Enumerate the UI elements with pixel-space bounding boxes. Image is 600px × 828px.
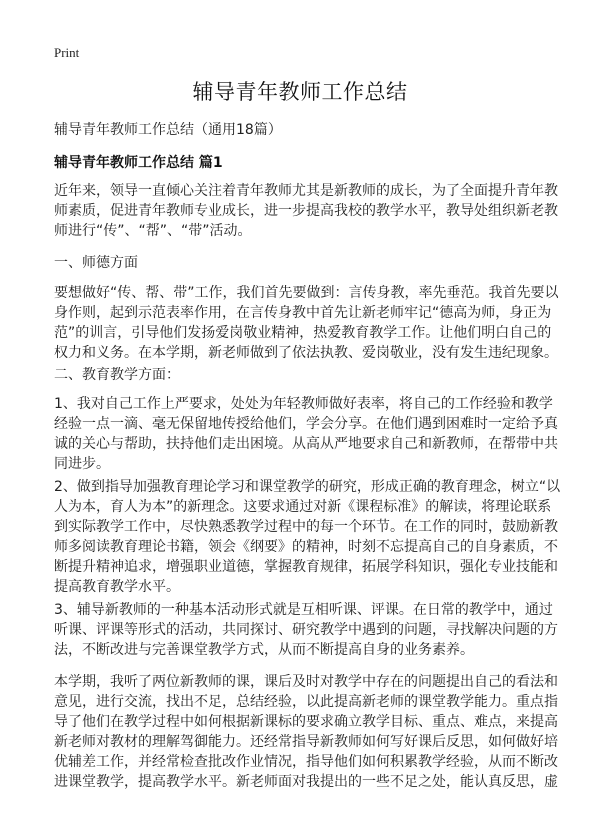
text-line: 师多阅读教育理论书籍，领会《纲要》的精神，时刻不忘提高自己的自身素质，不 — [54, 539, 558, 555]
text-line: 1、我对自己工作上严要求，处处为年轻教师做好表率，将自己的工作经验和教学 — [54, 396, 553, 412]
text-line: 优辅差工作，并经常检查批改作业情况，指导他们如何积累教学经验，从而不断改 — [54, 754, 558, 770]
text-line: 本学期，我听了两位新教师的课，课后及时对教学中存在的问题提出自己的看法和 — [54, 674, 558, 690]
paragraph-item-2 — [54, 477, 561, 597]
text-line: 身作则，起到示范表率作用，在言传身教中首先让新老师牢记“德高为师，身正为 — [54, 305, 552, 321]
section-title: 辅导青年教师工作总结 篇1 — [54, 155, 223, 171]
text-line: 导了他们在教学过程中如何根据新课标的要求确立教学目标、重点、难点，来提高 — [54, 714, 558, 730]
text-line: 提高教育教学水平。 — [54, 579, 180, 595]
heading-ethics — [54, 253, 554, 273]
text-line: 2、做到指导加强教育理论学习和课堂教学的研究，形成正确的教育理念，树立“以 — [54, 479, 561, 495]
text-line: 断提升精神追求，增强职业道德，掌握教育规律，拓展学科知识，强化专业技能和 — [54, 559, 558, 575]
text-line: 要想做好“传、帮、带”工作，我们首先要做到：言传身教，率先垂范。我首先要以 — [54, 285, 559, 301]
paragraph-ethics — [54, 283, 559, 363]
text-line: 师进行“传”、“帮”、“带”活动。 — [54, 223, 252, 239]
document-title: 辅导青年教师工作总结 — [192, 80, 408, 104]
text-line: 二、教育教学方面： — [54, 367, 180, 383]
text-line: 一、师德方面 — [54, 255, 138, 271]
text-line: 进课堂教学，提高教学水平。新老师面对我提出的一些不足之处，能认真反思，虚 — [54, 774, 558, 790]
text-line: 3、辅导新教师的一种基本活动形式就是互相听课、评课。在日常的教学中，通过 — [54, 602, 553, 618]
text-line: 人为本，育人为本”的新理念。这要求通过对新《课程标准》的解读，将理论联系 — [54, 499, 552, 515]
paragraph-intro — [54, 181, 558, 241]
paragraph-item-1 — [54, 394, 558, 474]
text-line: 法，不断改进与完善课堂教学方式，从而不断提高自身的业务素养。 — [54, 642, 474, 658]
print-label[interactable]: Print — [54, 45, 80, 60]
text-line: 新老师对教材的理解驾御能力。还经常指导新教师如何写好课后反思，如何做好培 — [54, 734, 558, 750]
paragraph-item-3 — [54, 600, 558, 660]
text-line: 诚的关心与帮助，扶持他们走出困境。从高从严地要求自己和新教师，在帮带中共 — [54, 436, 558, 452]
text-line: 近年来，领导一直倾心关注着青年教师尤其是新教师的成长，为了全面提升青年教 — [54, 183, 558, 199]
text-line: 师素质，促进青年教师专业成长，进一步提高我校的教学水平，教导处组织新老教 — [54, 203, 558, 219]
document-subtitle: 辅导青年教师工作总结（通用18篇） — [54, 122, 282, 138]
text-line: 同进步。 — [54, 456, 110, 472]
paragraph-semester — [54, 672, 558, 792]
text-line: 听课、评课等形式的活动，共同探讨、研究教学中遇到的问题，寻找解决问题的方 — [54, 622, 558, 638]
heading-teaching — [54, 365, 554, 385]
text-line: 范”的训言，引导他们发扬爱岗敬业精神，热爱教育教学工作。让他们明白自己的 — [54, 325, 552, 341]
text-line: 意见，进行交流，找出不足，总结经验，以此提高新老师的课堂教学能力。重点指 — [54, 694, 558, 710]
text-line: 权力和义务。在本学期，新老师做到了依法执教、爱岗敬业，没有发生违纪现象。 — [54, 345, 558, 361]
text-line: 经验一点一滴、毫无保留地传授给他们，学会分享。在他们遇到困难时一定给予真 — [54, 416, 558, 432]
text-line: 到实际教学工作中，尽快熟悉教学过程中的每一个环节。在工作的同时，鼓励新教 — [54, 519, 558, 535]
